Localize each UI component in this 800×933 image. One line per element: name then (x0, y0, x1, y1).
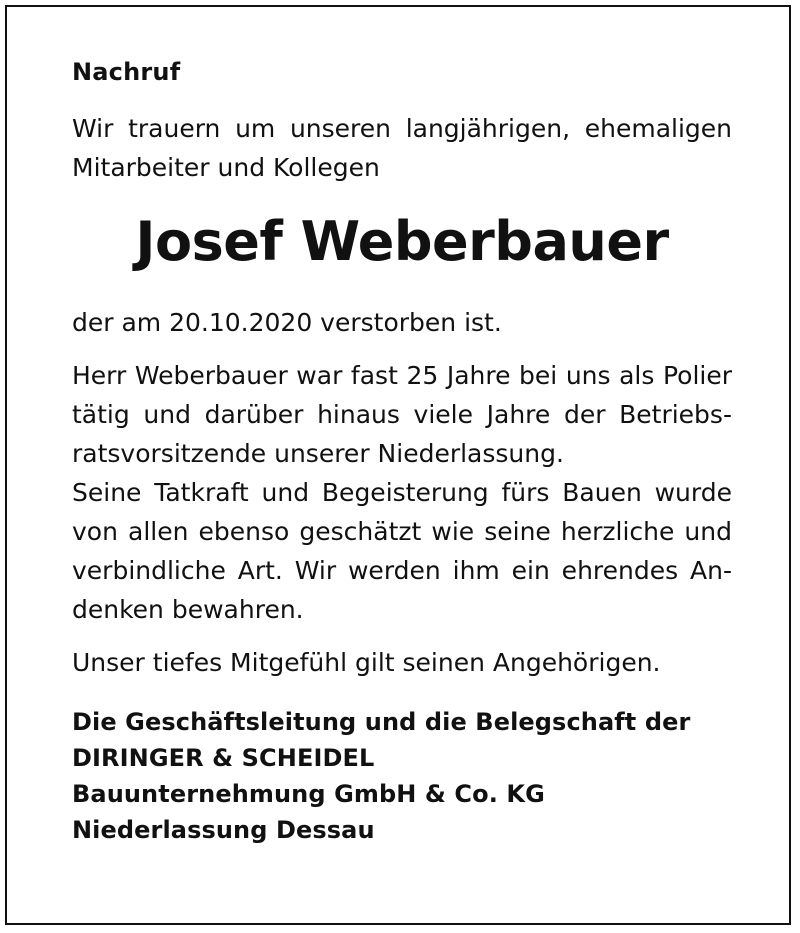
company-name: DIRINGER & SCHEIDEL (72, 744, 375, 772)
signature-block (72, 704, 732, 848)
condolence-text: Unser tiefes Mitgefühl gilt seinen Angehörigen. (72, 648, 661, 677)
company-legal-form: Bauunternehmung GmbH & Co. KG (72, 780, 545, 808)
signature-line-1: Die Geschäftsleitung und die Belegschaft der (72, 708, 691, 736)
deceased-name: Josef Weberbauer (135, 210, 669, 273)
branch-location: Niederlassung Dessau (72, 816, 375, 844)
obituary-content (72, 55, 732, 848)
biography-paragraph-2: Seine Tatkraft und Begeisterung fürs Bauen wurde von allen ebenso geschätzt wie seine herzliche und verbindliche Art. Wir werden ihm ein ehrendes Andenken bewahren. (72, 478, 732, 624)
intro-text: Wir trauern um unseren langjährigen, ehemaligen Mitarbeiter und Kollegen (72, 114, 732, 182)
obituary-heading: Nachruf (72, 58, 181, 86)
death-date-text: der am 20.10.2020 verstorben ist. (72, 308, 502, 337)
biography-paragraph-1: Herr Weberbauer war fast 25 Jahre bei uns als Polier tätig und darüber hinaus viele Jahre der Betriebsratsvorsitzende unserer Niederlassung. (72, 361, 732, 468)
biography (72, 356, 732, 629)
